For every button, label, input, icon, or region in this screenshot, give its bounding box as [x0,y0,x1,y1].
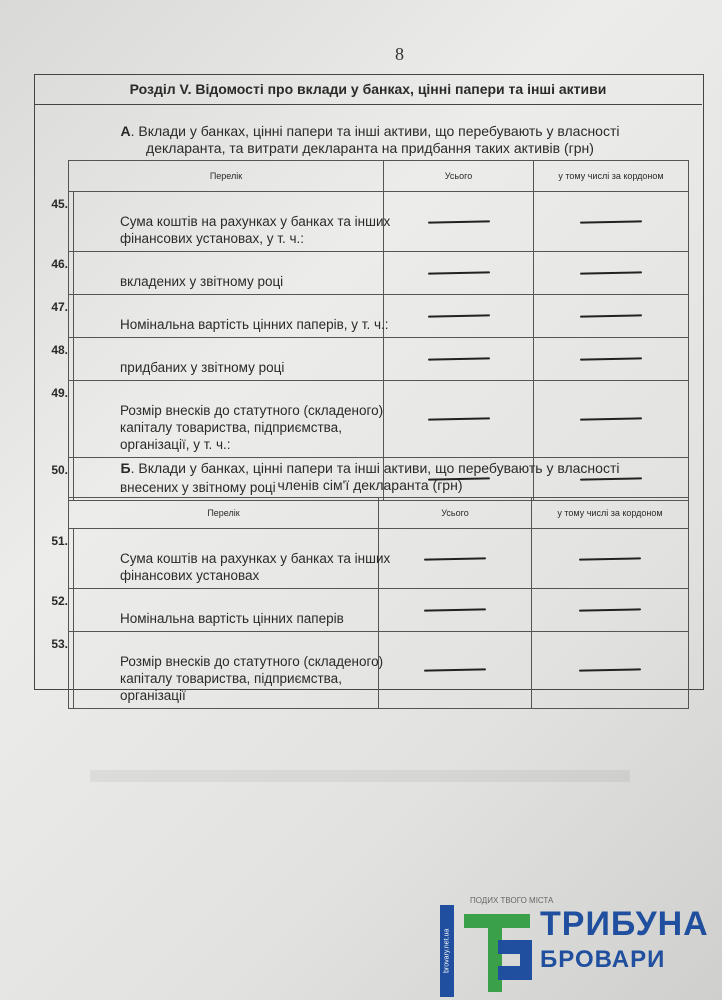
total-value-cell [384,192,534,252]
row-label: придбаних у звітному році [120,360,285,375]
abroad-value-cell [534,381,689,458]
row-number: 52. [51,594,68,608]
table-header-row [69,161,689,192]
total-value-cell [384,381,534,458]
logo-tagline: ПОДИХ ТВОГО МІСТА [470,896,554,905]
table-row [69,338,689,381]
row-cell [51,589,379,632]
section-title: Розділ V. Відомості про вклади у банках, цінні папери та інші активи [34,74,702,105]
row-label: внесених у звітному році [120,480,276,495]
part-a-table [51,160,689,501]
header-list: Перелік [69,161,384,192]
part-a-title-line2: декларанта, та витрати декларанта на придбання таких активів (грн) [146,140,594,156]
row-number: 47. [51,300,68,314]
part-a-letter: А [120,123,131,139]
abroad-dash [579,668,641,671]
tb-logo-icon [458,910,538,995]
row-number: 45. [51,197,68,211]
abroad-dash [579,608,641,611]
total-dash [424,608,486,611]
row-number: 51. [51,534,68,548]
row-label: Сума коштів на рахунках у банках та інших фінансових установах [120,551,391,583]
abroad-dash [580,314,642,317]
abroad-dash [580,220,642,223]
total-dash [427,220,489,223]
faded-background-text [90,770,630,782]
abroad-dash [580,271,642,274]
row-cell [51,252,384,295]
row-cell [51,338,384,381]
total-value-cell [384,338,534,381]
total-value-cell [379,529,532,589]
table-row [69,192,689,252]
abroad-dash [580,357,642,360]
abroad-value-cell [532,529,689,589]
table-row [69,381,689,458]
logo-subtitle: БРОВАРИ [540,946,666,973]
row-number: 50. [51,463,68,477]
table-row [69,589,689,632]
row-cell [51,381,384,458]
abroad-dash [579,557,641,560]
row-number: 49. [51,386,68,400]
table-row [69,252,689,295]
abroad-value-cell [534,252,689,295]
abroad-value-cell [532,632,689,709]
part-a-title-line1: . Вклади у банках, цінні папери та інші активи, що перебувають у власності [130,123,620,139]
abroad-value-cell [532,589,689,632]
part-b-title [110,460,630,494]
row-number: 48. [51,343,68,357]
total-dash [424,557,486,560]
total-dash [427,357,489,360]
table-row [69,632,689,709]
abroad-value-cell [534,192,689,252]
row-label: Номінальна вартість цінних паперів [120,611,344,626]
row-label: Сума коштів на рахунках у банках та інших фінансових установах, у т. ч.: [120,214,391,246]
total-dash [427,417,489,420]
part-a-title [110,123,630,157]
header-list: Перелік [69,498,379,529]
header-total: Усього [379,498,532,529]
row-label: Розмір внесків до статутного (складеного) капіталу товариства, підприємства, організації [120,654,384,703]
header-abroad: у тому числі за кордоном [534,161,689,192]
row-number: 53. [51,637,68,651]
row-cell [51,529,391,589]
header-abroad: у тому числі за кордоном [532,498,689,529]
part-b-title-line2: членів сім'ї декларанта (грн) [277,477,463,493]
part-b-letter: Б [120,460,131,476]
abroad-dash [580,417,642,420]
row-cell [51,295,389,338]
table-row [69,529,689,589]
part-b-title-line1: . Вклади у банках, цінні папери та інші активи, що перебувають у власності [130,460,620,476]
row-cell [51,192,391,252]
total-dash [424,668,486,671]
row-label: Номінальна вартість цінних паперів, у т. ч.: [120,317,389,332]
logo-title: ТРИБУНА [540,905,709,943]
total-value-cell [379,632,532,709]
row-label: вкладених у звітному році [120,274,284,289]
page-number: 8 [395,44,404,64]
row-label: Розмір внесків до статутного (складеного) капіталу товариства, підприємства, організації, у т. ч.: [120,403,384,452]
row-cell [51,632,384,709]
total-value-cell [384,295,534,338]
total-dash [427,314,489,317]
abroad-value-cell [534,338,689,381]
logo-side-text: brovary.net.ua [440,905,454,997]
abroad-value-cell [534,295,689,338]
row-number: 46. [51,257,68,271]
total-value-cell [384,252,534,295]
total-dash [427,271,489,274]
table-row [69,295,689,338]
part-b-table [51,497,689,709]
header-total: Усього [384,161,534,192]
table-header-row [69,498,689,529]
total-value-cell [379,589,532,632]
